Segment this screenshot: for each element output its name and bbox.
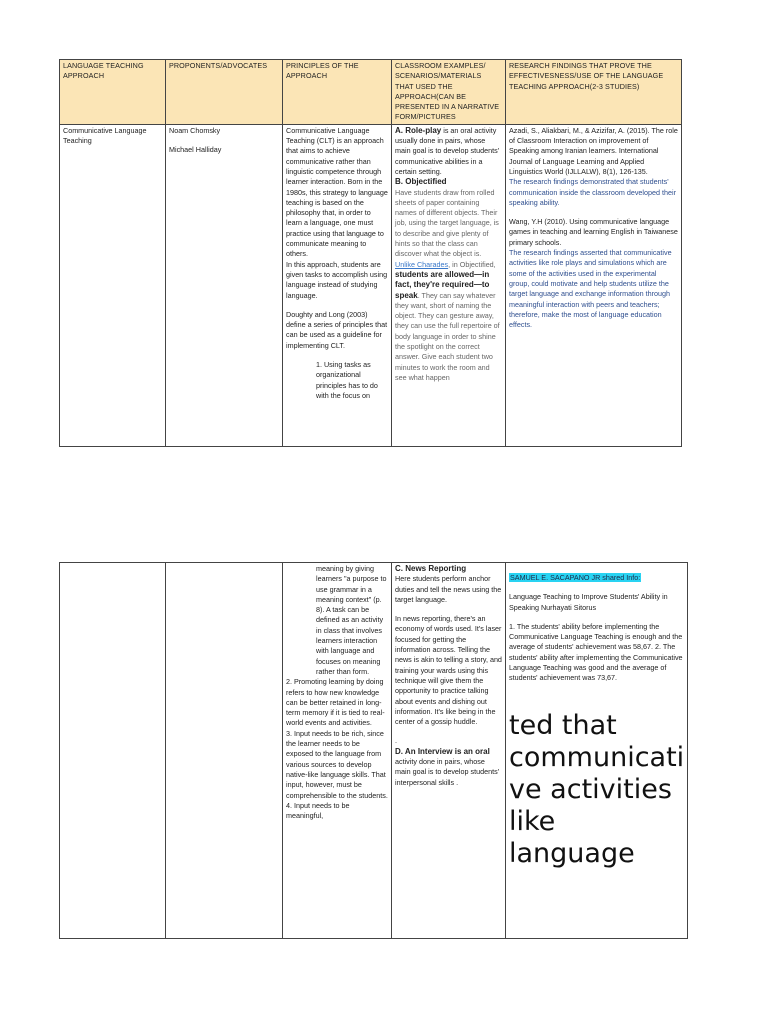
objectified-text [395, 188, 502, 384]
interview-title: D. An Interview is an oral [395, 746, 490, 756]
approach-table-page-2 [59, 562, 688, 939]
shared-by-highlight: SAMUEL E. SACAPANO JR shared Info: [510, 573, 641, 582]
header-proponents: PROPONENTS/ADVOCATES [166, 60, 283, 125]
research-cell-cont [506, 563, 688, 939]
proponent-chomsky: Noam Chomsky [169, 125, 221, 135]
interview-text: activity done in pairs, whose main goal is to develop students' interpersonal skills . [395, 757, 500, 787]
role-play-title: A. Role-play [395, 125, 442, 135]
research-finding-sitorus: 1. The students' ability before implementing the Communicative Language Teaching is enough and the average of students' achievement was 58,67. 2. The students' ability after implementing the Communicative Language Teaching was good and the average of students' achievement was 73,67. [509, 621, 683, 683]
principle-item-4: 4. Input needs to be meaningful, [286, 800, 350, 821]
principle-item-1-cont: meaning by giving learners "a purpose to use grammar in a meaning context" (p. 8). A task can be defined as an activity in class that involves learners interaction with language and focuses on meaning rather than form. [316, 564, 387, 676]
objectified-text-3: . They can say whatever they want, short of naming the object. They can gesture away, they can use the full repertoire of body language in order to shine the spotlight on the correct answer. Give each student two minutes to work the room and see what happen [395, 290, 500, 382]
principles-tasks: In this approach, students are given tasks to accomplish using language instead of studying language. [286, 259, 388, 300]
approach-cell-empty [60, 563, 166, 939]
news-reporting-intro: Here students perform anchor duties and tell the news using the target language. [395, 574, 502, 604]
principle-item-1: 1. Using tasks as organizational principles has to do with the focus on [316, 360, 378, 400]
shared-by-line [509, 573, 684, 583]
research-citation-sitorus: Language Teaching to Improve Students' Ability in Speaking Nurhayati Sitorus [509, 592, 668, 612]
principles-cell-cont [283, 563, 392, 939]
examples-cell-cont [392, 563, 506, 939]
header-row [60, 60, 682, 125]
principles-cell [283, 124, 392, 446]
research-citation-wang: Wang, Y.H (2010). Using communicative language games in teaching and learning English in Taiwanese primary schools. [509, 217, 678, 247]
approach-table-page-1 [59, 59, 682, 447]
approach-cell: Communicative Language Teaching [60, 124, 166, 446]
table-row [60, 124, 682, 446]
news-reporting-title: C. News Reporting [395, 564, 467, 573]
header-research: RESEARCH FINDINGS THAT PROVE THE EFFECTIVESNESS/USE OF THE LANGUAGE TEACHING APPROACH(2-3 STUDIES) [506, 60, 682, 125]
header-examples: CLASSROOM EXAMPLES/ SCENARIOS/MATERIALS THAT USED THE APPROACH(CAN BE PRESENTED IN A NARRATIVE FORM/PICTURES [392, 60, 506, 125]
objectified-text-2: , in Objectified, [448, 259, 496, 269]
role-play-text: is an oral activity usually done in pairs, whose main goal is to develop students' communicative abilities in a certain setting. [395, 125, 500, 176]
news-reporting-text: In news reporting, there's an economy of words used. It's laser focused for getting the information across. Telling the news is akin to telling a story, and training your wards using this technique will give them the opportunity to practice talking about events and dishing out information. It's like being in the center of a gossip huddle. [395, 614, 502, 727]
proponent-halliday: Michael Halliday [169, 145, 222, 155]
header-principles: PRINCIPLES OF THE APPROACH [283, 60, 392, 125]
charades-link[interactable]: Unlike Charades [395, 259, 449, 269]
objectified-bold: students are allowed—in fact, they're required—to speak [395, 269, 490, 300]
principle-item-3: 3. Input needs to be rich, since the learner needs to be exposed to the language from various sources to develop native-like language skills. That input, however, must be comprehensible to the students. [286, 728, 388, 800]
proponents-cell [166, 124, 283, 446]
principles-doughty-long: Doughty and Long (2003) define a series of principles that can be used as a guideline for implementing CLT. [286, 309, 388, 350]
research-citation-azadi: Azadi, S., Aliakbari, M., & Azizifar, A. (2015). The role of Classroom Interaction on improvement of Speaking among Iranian learners. International Journal of Language Learning and Applied Linguistics World (IJLLALW), 8(1), 126-135. [509, 125, 678, 176]
research-finding-azadi: The research findings demonstrated that students' communication inside the classroom developed their speaking ability. [509, 177, 676, 207]
principles-intro: Communicative Language Teaching (CLT) is an approach that aims to achieve communicative rather than linguistic competence through learner interaction. Born in the 1980s, this strategy to language teaching is based on the philosophy that, in order to learn a language, one must practice using that language to communicate meaning to others. [286, 125, 388, 259]
large-text-fragment: ted that communicati ve activities like language [509, 709, 685, 869]
objectified-title: B. Objectified [395, 177, 447, 187]
research-cell [506, 124, 682, 446]
proponents-cell-empty [166, 563, 283, 939]
example-role-play [395, 126, 502, 177]
table-row [60, 563, 688, 939]
principle-item-2: 2. Promoting learning by doing refers to how new knowledge can be better retained in long-term memory if it is tied to real-world events and activities. [286, 677, 385, 728]
objectified-description: Have students draw from rolled sheets of paper containing names of different objects. Their job, using the target language, is to describe and give plenty of hints so that the class can discover what the object is. [395, 187, 499, 259]
stray-period: . [395, 736, 397, 746]
header-approach: LANGUAGE TEACHING APPROACH [60, 60, 166, 125]
research-finding-wang: The research findings asserted that communicative activities like role plays and simulations which are some of the activities used in the experimental group, could motivate and help students utilize the target language and exchange information through meaningful interaction with peers and teachers; therefore, make the most of language education effects. [509, 248, 672, 330]
examples-cell [392, 124, 506, 446]
